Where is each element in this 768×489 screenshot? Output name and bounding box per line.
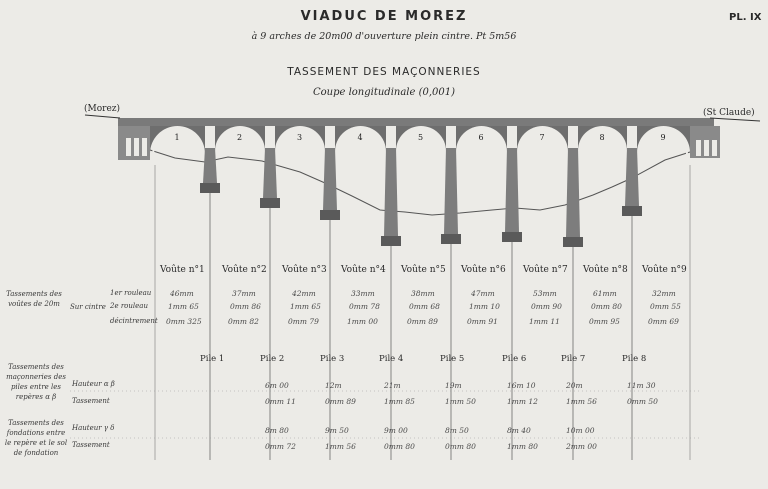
fondations-group-label: Tassements des fondations entre le repère et le sol de fondation [4,419,68,457]
pier [203,148,217,183]
plate-number: PL. IX [729,12,762,23]
abutment-left-opening [126,138,131,156]
rouleau2-value: 0mm 80 [591,302,622,311]
tassement-ab-value: 1mm 56 [566,397,597,406]
pier [263,148,277,198]
section-subtitle: Coupe longitudinale (0,001) [312,87,456,98]
tassement-ab-value: 0mm 50 [627,397,658,406]
right-end-label: (St Claude) [703,108,755,118]
voute-header: Voûte n°7 [523,265,568,275]
hauteur-ab-value: 11m 30 [627,381,656,390]
pier-foundation [381,236,401,246]
tassement-ab-value: 0mm 89 [325,397,356,406]
pier [566,148,580,237]
hauteur-gd-value: 9m 00 [384,426,408,435]
tassement-gd-value: 0mm 72 [265,442,296,451]
decintrement-label: décintrement [110,317,158,325]
arch-number: 2 [237,133,243,142]
pier-foundation [622,206,642,216]
hauteur-ab-value: 12m [325,381,342,390]
rouleau2-value: 0mm 55 [650,302,681,311]
pile-header: Pile 4 [379,354,404,364]
drawing-title: VIADUC DE MOREZ [300,9,468,24]
decintrement-value: 0mm 69 [648,317,679,326]
rouleau2-value: 1mm 10 [469,302,500,311]
voute-header: Voûte n°1 [160,265,205,275]
pile-header: Pile 1 [200,354,225,364]
voute-header: Voûte n°8 [583,265,628,275]
tassement-ab-value: 1mm 12 [507,397,538,406]
hauteur-ab-value: 20m [566,381,583,390]
rouleau1-value: 38mm [411,289,435,298]
pier [323,148,337,210]
rouleau1-value: 47mm [471,289,495,298]
pier-foundation [320,210,340,220]
rouleau1-value: 32mm [652,289,676,298]
abutment-right-opening [712,140,717,156]
pile-header: Pile 7 [561,354,586,364]
pile-header: Pile 3 [320,354,345,364]
voute-header: Voûte n°5 [401,265,446,275]
pier [625,148,639,206]
voute-header: Voûte n°4 [341,265,386,275]
ground-profile [150,150,690,215]
arch-number: 3 [297,133,303,142]
decintrement-value: 0mm 91 [467,317,498,326]
piles-group-label: Tassements des maçonneries des piles entre les repères α β [6,363,66,401]
pile-header: Pile 5 [440,354,465,364]
voute-header: Voûte n°2 [222,265,267,275]
approach-left [85,115,120,118]
arch-number: 9 [660,133,666,142]
rouleau1-value: 37mm [232,289,256,298]
abutment-right-opening [696,140,701,156]
hauteur-ab-label: Hauteur α β [72,380,115,388]
rouleau2-value: 0mm 68 [409,302,440,311]
pile-header: Pile 2 [260,354,285,364]
decintrement-value: 0mm 325 [166,317,202,326]
tassement-gd-value: 1mm 80 [507,442,538,451]
rouleau1-value: 46mm [170,289,194,298]
hauteur-gd-value: 8m 80 [265,426,289,435]
arch-number: 5 [418,133,424,142]
abutment-left-opening [134,138,139,156]
abutment-left-opening [142,138,147,156]
pier-foundation [502,232,522,242]
hauteur-ab-value: 16m 10 [507,381,536,390]
tassement-gd-value: 1mm 56 [325,442,356,451]
rouleau1-value: 53mm [533,289,557,298]
rouleau1-label: 1er rouleau [110,289,152,297]
rouleau1-value: 42mm [292,289,316,298]
pile-header: Pile 6 [502,354,527,364]
rouleau2-value: 0mm 78 [349,302,380,311]
hauteur-ab-value: 6m 00 [265,381,289,390]
decintrement-value: 0mm 82 [228,317,259,326]
decintrement-value: 0mm 95 [589,317,620,326]
abutment-right-opening [704,140,709,156]
sur-cintre-label: Sur cintre [70,303,106,311]
arch-number: 1 [174,133,180,142]
decintrement-value: 0mm 79 [288,317,319,326]
tassement-ab-value: 1mm 50 [445,397,476,406]
drawing-subtitle: à 9 arches de 20m00 d'ouverture plein cintre. Pt 5m56 [251,31,517,42]
voute-header: Voûte n°9 [642,265,687,275]
decintrement-value: 1mm 00 [347,317,378,326]
hauteur-gd-label: Hauteur γ δ [72,424,115,432]
rouleau1-value: 61mm [593,289,617,298]
pier-foundation [441,234,461,244]
tassement-ab-value: 1mm 85 [384,397,415,406]
rouleau2-value: 1mm 65 [290,302,321,311]
pier-foundation [260,198,280,208]
pile-header: Pile 8 [622,354,647,364]
section-title: TASSEMENT DES MAÇONNERIES [287,66,481,78]
arch-number: 6 [478,133,484,142]
decintrement-value: 1mm 11 [529,317,560,326]
decintrement-value: 0mm 89 [407,317,438,326]
tassement-gd-value: 0mm 80 [384,442,415,451]
arch-number: 4 [357,133,363,142]
voutes-group-label: Tassements des voûtes de 20m [6,290,62,308]
pier-foundation [563,237,583,247]
hauteur-gd-value: 8m 50 [445,426,469,435]
tassement-ab-label: Tassement [72,397,110,405]
left-end-label: (Morez) [84,104,121,114]
tassement-gd-value: 2mm 00 [566,442,597,451]
tassement-gd-label: Tassement [72,441,110,449]
tassement-gd-value: 0mm 80 [445,442,476,451]
rouleau2-value: 1mm 65 [168,302,199,311]
hauteur-gd-value: 8m 40 [507,426,531,435]
approach-right [710,118,760,121]
rouleau2-value: 0mm 86 [230,302,261,311]
hauteur-ab-value: 19m [445,381,462,390]
viaduct-deck [118,118,714,126]
arch-number: 7 [539,133,545,142]
pier-foundation [200,183,220,193]
hauteur-ab-value: 21m [384,381,401,390]
pier [444,148,458,234]
hauteur-gd-value: 9m 50 [325,426,349,435]
rouleau2-label: 2e rouleau [110,302,148,310]
voute-header: Voûte n°3 [282,265,327,275]
pier [505,148,519,232]
rouleau2-value: 0mm 90 [531,302,562,311]
pier [384,148,398,236]
hauteur-gd-value: 10m 00 [566,426,595,435]
voute-header: Voûte n°6 [461,265,506,275]
tassement-ab-value: 0mm 11 [265,397,296,406]
arch-number: 8 [599,133,605,142]
rouleau1-value: 33mm [351,289,375,298]
